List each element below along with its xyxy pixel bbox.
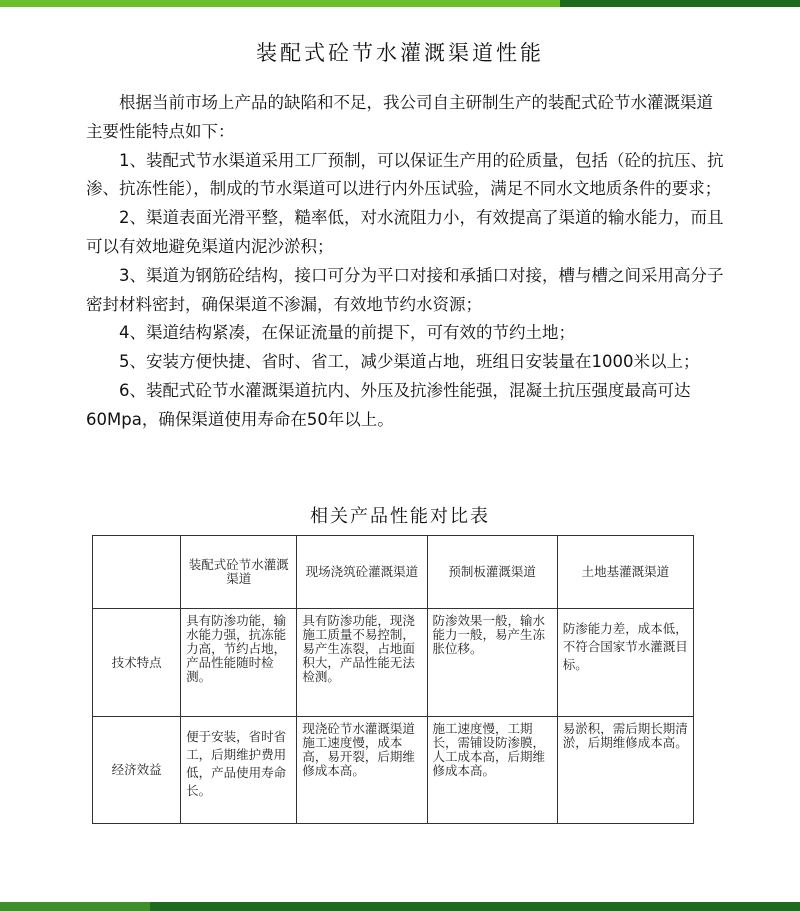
table-cell-text: 便于安装，省时省工，后期维护费用低，产品使用寿命长。: [186, 729, 287, 798]
header-cast-in-place: 现场浇筑砼灌溉渠道: [297, 536, 427, 609]
table-cell: [181, 717, 297, 824]
table-title: 相关产品性能对比表: [310, 506, 490, 527]
point-1: 1、装配式节水渠道采用工厂预制，可以保证生产用的砼质量，包括（砼的抗压、抗渗、抗冻性能），制成的节水渠道可以进行内外压试验，满足不同水文地质条件的要求；: [86, 150, 724, 199]
row-label-economic: 经济效益: [93, 717, 181, 824]
point-4: 4、渠道结构紧凑，在保证流量的前提下，可有效的节约土地；: [119, 323, 575, 343]
table-cell: 施工速度慢，工期长，需铺设防渗膜，人工成本高，后期维修成本高。: [427, 717, 557, 824]
bottom-accent-bar-light: [0, 902, 150, 911]
table-corner-cell: [93, 536, 181, 609]
table-cell: 现浇砼节水灌溉渠道施工速度慢，成本高，易开裂，后期维修成本高。: [297, 717, 427, 824]
intro-paragraph: 根据当前市场上产品的缺陷和不足，我公司自主研制生产的装配式砼节水灌溉渠道主要性能特点如下：: [86, 93, 713, 141]
top-accent-bar-dark: [560, 0, 800, 7]
table-row: [93, 609, 694, 717]
table-cell-text: 防渗能力差，成本低，不符合国家节水灌溉目标。: [562, 621, 688, 672]
document-title: 装配式砼节水灌溉渠道性能: [256, 41, 544, 65]
row-label-technical: 技术特点: [93, 609, 181, 717]
point-3: 3、渠道为钢筋砼结构，接口可分为平口对接和承插口对接，槽与槽之间采用高分子密封材料密封，确保渠道不渗漏，有效地节约水资源；: [86, 265, 724, 314]
point-6: 6、装配式砼节水灌溉渠道抗内、外压及抗渗性能强，混凝土抗压强度最高可达60Mpa，确保渠道使用寿命在50年以上。: [86, 380, 691, 429]
table-cell: 具有防渗功能，输水能力强，抗冻能力高，节约占地，产品性能随时检测。: [181, 609, 297, 717]
point-5: 5、安装方便快捷、省时、省工，减少渠道占地，班组日安装量在1000米以上；: [119, 352, 700, 372]
top-accent-bar: [0, 0, 560, 7]
table-row: [93, 717, 694, 824]
table-cell: 易淤积，需后期长期清淤，后期维修成本高。: [557, 717, 693, 824]
table-cell: 防渗效果一般，输水能力一般，易产生冻胀位移。: [427, 609, 557, 717]
header-prefab-concrete: 装配式砼节水灌溉渠道: [181, 536, 297, 609]
comparison-table: [92, 535, 694, 824]
table-cell: [557, 609, 693, 717]
point-2: 2、渠道表面光滑平整，糙率低，对水流阻力小，有效提高了渠道的输水能力，而且可以有效地避免渠道内泥沙淤积；: [86, 208, 724, 256]
header-precast-slab: 预制板灌溉渠道: [427, 536, 557, 609]
header-earth-channel: 土地基灌溉渠道: [557, 536, 693, 609]
table-header-row: [93, 536, 694, 609]
body-text: [86, 89, 726, 435]
table-cell: 具有防渗功能，现浇施工质量不易控制，易产生冻裂，占地面积大，产品性能无法检测。: [297, 609, 427, 717]
